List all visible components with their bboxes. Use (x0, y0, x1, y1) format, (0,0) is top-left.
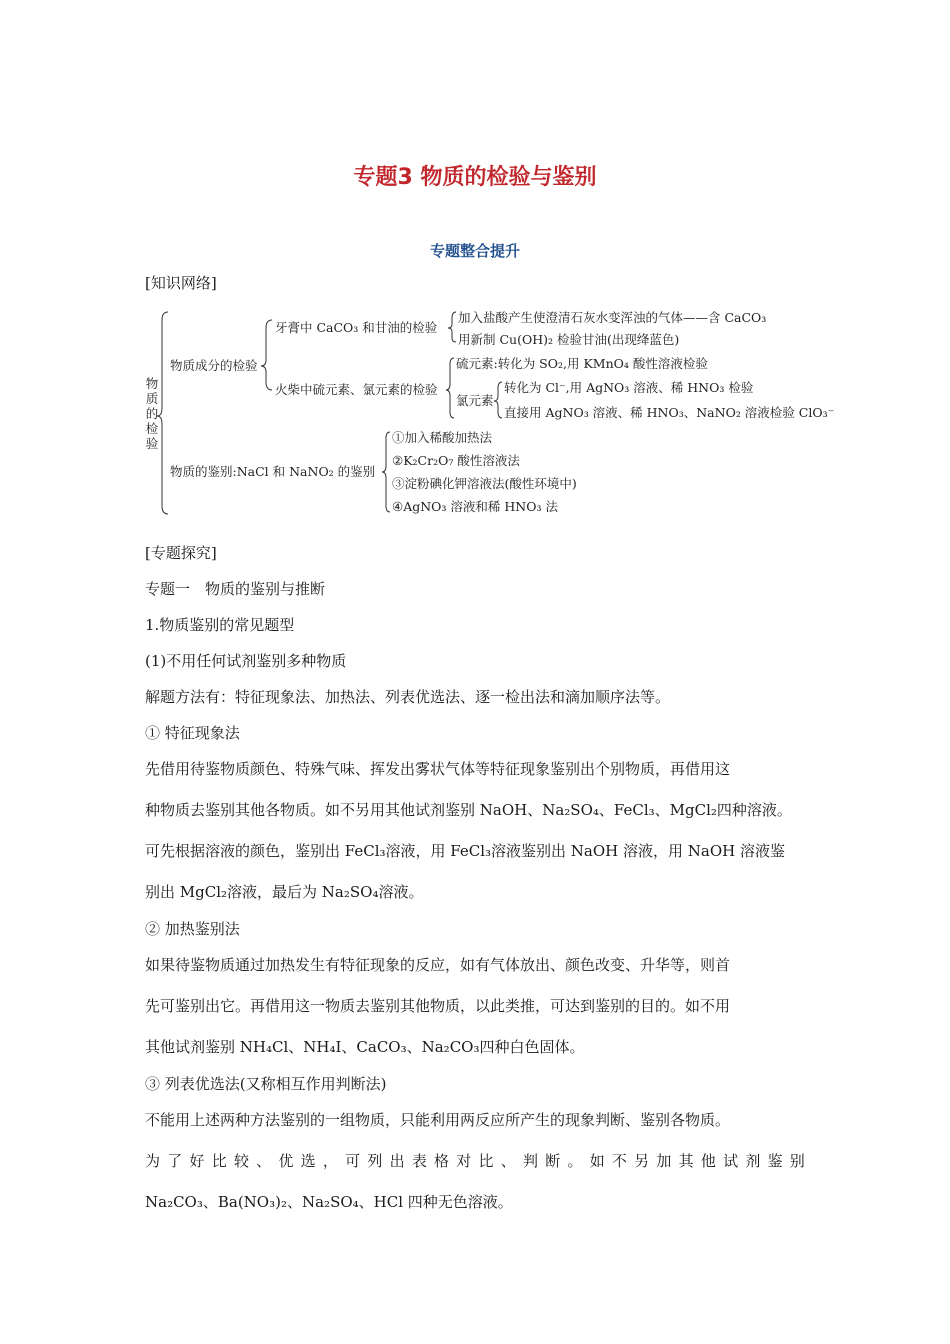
topic-heading: 专题一 物质的鉴别与推断 (145, 580, 326, 598)
diagram-method-4: ④AgNO₃ 溶液和稀 HNO₃ 法 (392, 499, 558, 514)
method-2-line: 先可鉴别出它。再借用这一物质去鉴别其他物质，以此类推，可达到鉴别的目的。如不用 (145, 997, 731, 1015)
diagram-branch-identification: 物质的鉴别:NaCl 和 NaNO₂ 的鉴别 (170, 464, 376, 479)
method-1-line: 可先根据溶液的颜色，鉴别出 FeCl₃溶液，用 FeCl₃溶液鉴别出 NaOH 溶液，用 NaOH 溶液鉴 (145, 842, 786, 860)
method-1-line: 先借用待鉴物质颜色、特殊气味、挥发出雾状气体等特征现象鉴别出个别物质，再借用这 (145, 760, 731, 778)
justified-char: 鉴 (767, 1152, 783, 1170)
justified-char: 比 (211, 1152, 227, 1170)
justified-char: 其 (678, 1152, 694, 1170)
justified-char: 。 (567, 1152, 583, 1170)
method-3-line: Na₂CO₃、Ba(NO₃)₂、Na₂SO₄、HCl 四种无色溶液。 (145, 1193, 513, 1211)
justified-char: 不 (611, 1152, 627, 1170)
diagram-chlorine-step2: 直接用 AgNO₃ 溶液、稀 HNO₃、NaNO₂ 溶液检验 ClO₃⁻ (504, 405, 835, 420)
justified-char: 出 (389, 1152, 405, 1170)
diagram-method-3: ③淀粉碘化钾溶液法(酸性环境中) (392, 476, 577, 491)
method-3-line: 不能用上述两种方法鉴别的一组物质，只能利用两反应所产生的现象判断、鉴别各物质。 (145, 1111, 731, 1129)
justified-char: 好 (189, 1152, 205, 1170)
diagram-toothpaste-step2: 用新制 Cu(OH)₂ 检验甘油(出现绛蓝色) (458, 332, 680, 347)
diagram-chlorine-label: 氯元素 (456, 393, 494, 408)
justified-char: 表 (411, 1152, 427, 1170)
justified-char: 断 (545, 1152, 561, 1170)
diagram-method-1: ①加入稀酸加热法 (392, 430, 493, 445)
heading-1-1: (1)不用任何试剂鉴别多种物质 (145, 652, 347, 670)
justified-char: 别 (789, 1152, 805, 1170)
methods-paragraph: 解题方法有：特征现象法、加热法、列表优选法、逐一检出法和滴加顺序法等。 (145, 688, 671, 706)
justified-char: 了 (167, 1152, 183, 1170)
justified-char: 比 (478, 1152, 494, 1170)
method-3-title: ③ 列表优选法(又称相互作用判断法) (145, 1075, 387, 1093)
justified-char: 另 (634, 1152, 650, 1170)
method-2-line: 如果待鉴物质通过加热发生有特征现象的反应，如有气体放出、颜色改变、升华等，则首 (145, 956, 731, 974)
diagram-sulfur-test: 硫元素:转化为 SO₂,用 KMnO₄ 酸性溶液检验 (456, 356, 708, 371)
method-3-justified-line (145, 1150, 805, 1171)
section-subtitle: 专题整合提升 (429, 242, 520, 260)
document-title: 专题3 物质的检验与鉴别 (353, 165, 597, 190)
justified-char: 可 (345, 1152, 361, 1170)
knowledge-network-label: [知识网络] (145, 274, 217, 292)
heading-1: 1.物质鉴别的常见题型 (145, 616, 295, 634)
diagram-root-label: 物质的检验 (145, 376, 159, 451)
justified-char: 较 (233, 1152, 249, 1170)
justified-char: 判 (522, 1152, 538, 1170)
knowledge-network-diagram (140, 300, 840, 525)
explore-label: [专题探究] (145, 544, 217, 562)
diagram-chlorine-step1: 转化为 Cl⁻,用 AgNO₃ 溶液、稀 HNO₃ 检验 (504, 380, 754, 395)
justified-char: 列 (367, 1152, 383, 1170)
diagram-method-2: ②K₂Cr₂O₇ 酸性溶液法 (392, 453, 520, 468)
diagram-toothpaste-step1: 加入盐酸产生使澄清石灰水变浑浊的气体——含 CaCO₃ (458, 310, 767, 325)
justified-char: 如 (589, 1152, 605, 1170)
justified-char: 、 (256, 1152, 272, 1170)
method-1-line: 别出 MgCl₂溶液，最后为 Na₂SO₄溶液。 (145, 883, 424, 901)
method-2-title: ② 加热鉴别法 (145, 920, 240, 938)
method-1-title: ① 特征现象法 (145, 724, 240, 742)
justified-char: 他 (700, 1152, 716, 1170)
diagram-branch-composition: 物质成分的检验 (170, 358, 258, 373)
justified-char: 为 (145, 1152, 161, 1170)
justified-char: 对 (456, 1152, 472, 1170)
justified-char: 选 (300, 1152, 316, 1170)
diagram-toothpaste-test: 牙膏中 CaCO₃ 和甘油的检验 (275, 320, 438, 335)
justified-char: 剂 (745, 1152, 761, 1170)
justified-char: 加 (656, 1152, 672, 1170)
diagram-match-test: 火柴中硫元素、氯元素的检验 (275, 382, 438, 397)
method-1-line: 种物质去鉴别其他各物质。如不另用其他试剂鉴别 NaOH、Na₂SO₄、FeCl₃、MgCl₂四种溶液。 (145, 801, 792, 819)
justified-char: 优 (278, 1152, 294, 1170)
justified-char: ， (322, 1152, 338, 1170)
justified-char: 格 (434, 1152, 450, 1170)
justified-char: 试 (723, 1152, 739, 1170)
method-2-line: 其他试剂鉴别 NH₄Cl、NH₄I、CaCO₃、Na₂CO₃四种白色固体。 (145, 1038, 585, 1056)
justified-char: 、 (500, 1152, 516, 1170)
